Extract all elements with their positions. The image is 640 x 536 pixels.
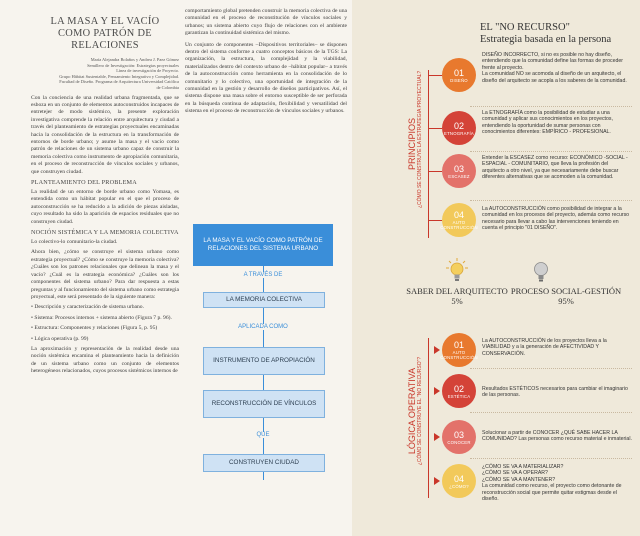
- panel-title-line-1: EL "NO RECURSO": [480, 22, 570, 33]
- principio-text-02: La ETNOGRAFÍA como la posibilidad de estudiar a una comunidad y aplicar sus conocimientos en los proyectos, entendiendo la oportunidad de sumar personas con conocimientos diferentes: EMPÍRICO - PROFESIONAL.: [482, 110, 613, 136]
- bubble-number: 03: [453, 429, 464, 440]
- diagram-box-ciudad: [203, 454, 325, 472]
- principio-bubble-01: [442, 58, 476, 92]
- logica-text-01: La AUTOCONSTRUCCIÓN de los proyectos lleva a la VIABILIDAD y a la generación de AFECTIVIDAD Y CONSERVACIÓN.: [482, 338, 607, 357]
- bubble-number: 03: [453, 163, 464, 174]
- panel-title-line-2: Estrategia basada en la persona: [480, 34, 612, 45]
- logica-label: LÓGICA OPERATIVA: [407, 367, 417, 455]
- diagram-top-text: LA MASA Y EL VACÍO COMO PATRÓN DE RELACIONES DEL SISTEMA URBANO: [203, 237, 323, 252]
- title-line-1: LA MASA Y EL VACÍO: [50, 16, 160, 27]
- logica-text-03: Solucionar a partir de CONOCER ¿QUÉ SABE HACER LA COMUNIDAD? Las personas como recurso material e inmaterial.: [482, 430, 632, 443]
- flow-diagram: [193, 224, 333, 480]
- bubble-number: 01: [453, 340, 464, 350]
- principios-sub: ¿CÓMO SE CONSTRUYE LA ESTRATEGIA PROYECTUAL?: [417, 70, 423, 208]
- bubble-number: 04: [453, 210, 464, 220]
- lightbulb-icon: [446, 258, 468, 284]
- author-line: Facultad de Diseño. Programa de Arquitectura Universidad Católica: [59, 79, 179, 85]
- principio-bubble-03: [442, 154, 476, 188]
- bubble-label: ESCASEZ: [448, 173, 470, 179]
- principios-label: PRINCIPIOS: [407, 118, 417, 171]
- logica-bubble-04: [442, 464, 476, 498]
- diagram-box-text: LA MEMORIA COLECTIVA: [226, 296, 302, 304]
- saber-block: [398, 286, 516, 306]
- proceso-block: [500, 286, 632, 306]
- logica-sub: ¿CÓMO SE CONSTRUYE EL "NO RECURSO"?: [417, 356, 423, 466]
- author-line: Semillero de Investigación: Estrategias proyectuales: [87, 62, 179, 68]
- divider: [470, 368, 632, 369]
- bullet-item: • Estructura: Componentes y relaciones (Figura 5, p. 95): [31, 325, 158, 332]
- lightbulb-icon: [530, 258, 552, 284]
- logica-text-02: Resultados ESTÉTICOS necesarios para cambiar el imaginario de las personas.: [482, 386, 628, 399]
- logica-bubble-02: [442, 374, 476, 408]
- divider: [470, 200, 632, 201]
- bubble-number: 01: [453, 67, 464, 78]
- heading-problema: PLANTEAMIENTO DEL PROBLEMA: [31, 179, 137, 187]
- connector: [428, 128, 442, 129]
- middle-column: [185, 8, 347, 116]
- heading-nocion: NOCIÓN SISTÉMICA Y LA MEMORIA COLECTIVA: [31, 229, 179, 237]
- bubble-label: ¿CÓMO?: [449, 483, 469, 489]
- bullet-item: • Descripción y caracterización de sistema urbano.: [31, 304, 145, 311]
- diagram-box-text: CONSTRUYEN CIUDAD: [229, 459, 299, 467]
- intro-paragraph: Con la conciencia de una realidad urbana fragmentada, que se esboza en un conjunto de elementos autoconstruidos incapaces de entretejer de modo sistémico, la presente exploración investigativa comprende la relación entre arquitectura y ciudad a través del planteamiento de estrategias proyectuales encaminadas hacia la consolidación de la estructura en la transformación de entornos de borde urbano; y asume la masa y el vacío como patrón de relaciones de un sistema urbano capaz de construir la memoria colectiva como instrumento de apropiación comunitaria, en el proceso de reconstrucción de vínculos sociales y urbanos, que construyen ciudad.: [31, 94, 179, 175]
- saber-label: SABER DEL ARQUITECTO: [406, 286, 508, 296]
- nocion-paragraph: Ahora bien, ¿cómo se construye el sistema urbano como estrategia proyectual? ¿Cómo se construye la memoria colectiva? ¿Cuáles son los patrones relacionales que delinean la masa y el vacío? ¿Cuál es la estrategia económica? ¿Cuáles son los componentes del sistema urbano? Para dar respuesta a estas preguntas y al funcionamiento del sistema urbano como estrategia proyectual, este será presentado de la siguiente manera:: [31, 249, 179, 300]
- bubble-number: 02: [453, 120, 464, 131]
- diagram-label: A TRAVÉS DE: [193, 272, 333, 278]
- principio-text-01: DISEÑO INCORRECTO, si no es posible no hay diseño, entendiendo que la comunidad define las formas de proceder frente al proyecto. La comunidad NO se acomoda al diseño de un arquitecto, el diseño del arquitecto se acopla a los saberes de la comunidad.: [482, 52, 627, 84]
- diagram-top-box: [193, 224, 333, 266]
- divider: [470, 151, 632, 152]
- principios-line: [428, 70, 429, 238]
- author-line: María Alejandra Bolaños y Andrea J. Paez Gómez: [90, 57, 179, 62]
- bullet-item: • Sistema: Procesos internos + sistema abierto (Figura 7 p. 96).: [31, 314, 172, 321]
- author-line: Grupo Hábitat Sustentable, Pensamiento Integrativo y Complejidad.: [59, 73, 179, 79]
- principio-text-03: Entender la ESCASEZ como recurso: ECONÓMICO -SOCIAL - ESPACIAL - COMUNITARIO, que lleva la profesión del arquitecto a otro nivel, ya que necesariamente debe buscar diferentes alternativas que se acomoden a la comunidad.: [482, 155, 628, 181]
- logica-text-04: ¿CÓMO SE VA A MATERIALIZAR? ¿CÓMO SE VA A OPERAR? ¿CÓMO SE VA A MANTENER? La comunidad como recurso, el proyecto como detonante de reconstrucción social que permite quitar estigmas desde el diseño.: [482, 464, 622, 503]
- article-title: [31, 16, 179, 52]
- diagram-box-memoria: [203, 292, 325, 308]
- connector: [428, 171, 442, 172]
- bubble-label: AUTO CONSTRUCCIÓN: [440, 350, 478, 360]
- diagram-label: QUE: [193, 432, 333, 438]
- diagram-box-instrumento: [203, 347, 325, 375]
- principio-bubble-02: [442, 111, 476, 145]
- problema-paragraph: La realidad de un entorno de borde urbano como Yomasa, es entendida como un hábitat popular en el que el proceso de autoconstrucción se ha reducido a la adición de piezas aisladas, cuyo resultado ha sido la aparición de espacios residuales que no construyen ciudad.: [31, 189, 179, 225]
- arrow-icon: [434, 387, 440, 395]
- arrow-icon: [434, 433, 440, 441]
- divider: [470, 458, 632, 459]
- proceso-value: 95%: [558, 296, 574, 306]
- divider: [470, 106, 632, 107]
- bubble-label: ETNOGRAFÍA: [444, 130, 474, 136]
- bubble-label: ESTÉTICA: [447, 393, 471, 399]
- arrow-icon: [434, 346, 440, 354]
- diagram-box-text: RECONSTRUCCIÓN DE VÍNCULOS: [211, 400, 317, 408]
- author-line: Línea de investigación de Proyecto.: [116, 68, 179, 74]
- bubble-label: AUTO CONSTRUCCIÓN: [440, 220, 478, 230]
- nocion-lead: Lo colectivo-lo comunitario-la ciudad.: [31, 239, 118, 246]
- logica-vertical-label: [407, 346, 423, 476]
- divider: [470, 412, 632, 413]
- logica-bubble-03: [442, 420, 476, 454]
- bubble-label: DISEÑO: [450, 77, 468, 83]
- middle-paragraph-2: Un conjunto de componentes –Dispositivos territoriales– se disponen dentro del sistema conforme a cuatro conceptos básicos de la TGS: La organización, la estructura, la complejidad y la viabilidad, materializados dentro del contexto urbano de –hábitat popular– a través de la autoconstrucción como herramienta en la consolidación de lo comunitario y lo colectivo, una oportunidad de integración de la comunidad en la gestión y desarrollo de diseños participativos. Así, el sistema dispone una masa sobre el entorno susceptible de ser perforada en la búsqueda continua de adaptación, flexibilidad y versatilidad del sistema en el proceso de reconstrucción de vínculos sociales y urbanos.: [185, 41, 347, 115]
- proceso-label: PROCESO SOCIAL-GESTIÓN: [510, 286, 622, 296]
- article-column: [31, 16, 179, 376]
- principio-bubble-04: [442, 203, 476, 237]
- bullet-item: • Lógica operativa (p. 99): [31, 335, 89, 342]
- author-line: de Colombia: [156, 84, 179, 90]
- saber-value: 5%: [451, 296, 463, 306]
- diagram-label: APLICADA COMO: [193, 324, 333, 330]
- panel-title: [480, 22, 611, 46]
- bubble-number: 04: [453, 473, 464, 484]
- arrow-icon: [434, 477, 440, 485]
- bubble-label: CONOCER: [447, 439, 471, 445]
- authors-block: [31, 57, 179, 91]
- middle-paragraph-1: comportamiento global pretenden construir la memoria colectiva de una comunidad en el proceso de reconstitución de vínculos sociales y urbanos; un sistema abierto cuyo flujo de relaciones con el ambiente garantizan la continuidad sistémica del mismo.: [185, 8, 347, 37]
- closing-paragraph: La aproximación y representación de la realidad desde una noción sistémica encamina el planteamiento hacia la definición de un sistema urbano como un conjunto de elementos heterogéneos relacionados, cuyos procesos sistémicos internos de: [31, 345, 179, 375]
- bubble-number: 02: [453, 383, 464, 394]
- principio-text-04: La AUTOCONSTRUCCIÓN como posibilidad de integrar a la comunidad en los procesos del proyecto, además como recurso necesario para llevar a cabo las intervenciones teniendo en cuenta el principio "01 DISEÑO".: [482, 206, 630, 232]
- title-line-2: COMO PATRÓN DE RELACIONES: [58, 28, 152, 51]
- logica-bubble-01: [442, 333, 476, 367]
- connector: [428, 75, 442, 76]
- logica-line: [428, 338, 429, 498]
- diagram-box-reconstruccion: [203, 390, 325, 418]
- diagram-box-text: INSTRUMENTO DE APROPIACIÓN: [213, 357, 315, 365]
- principios-vertical-label: [407, 70, 423, 208]
